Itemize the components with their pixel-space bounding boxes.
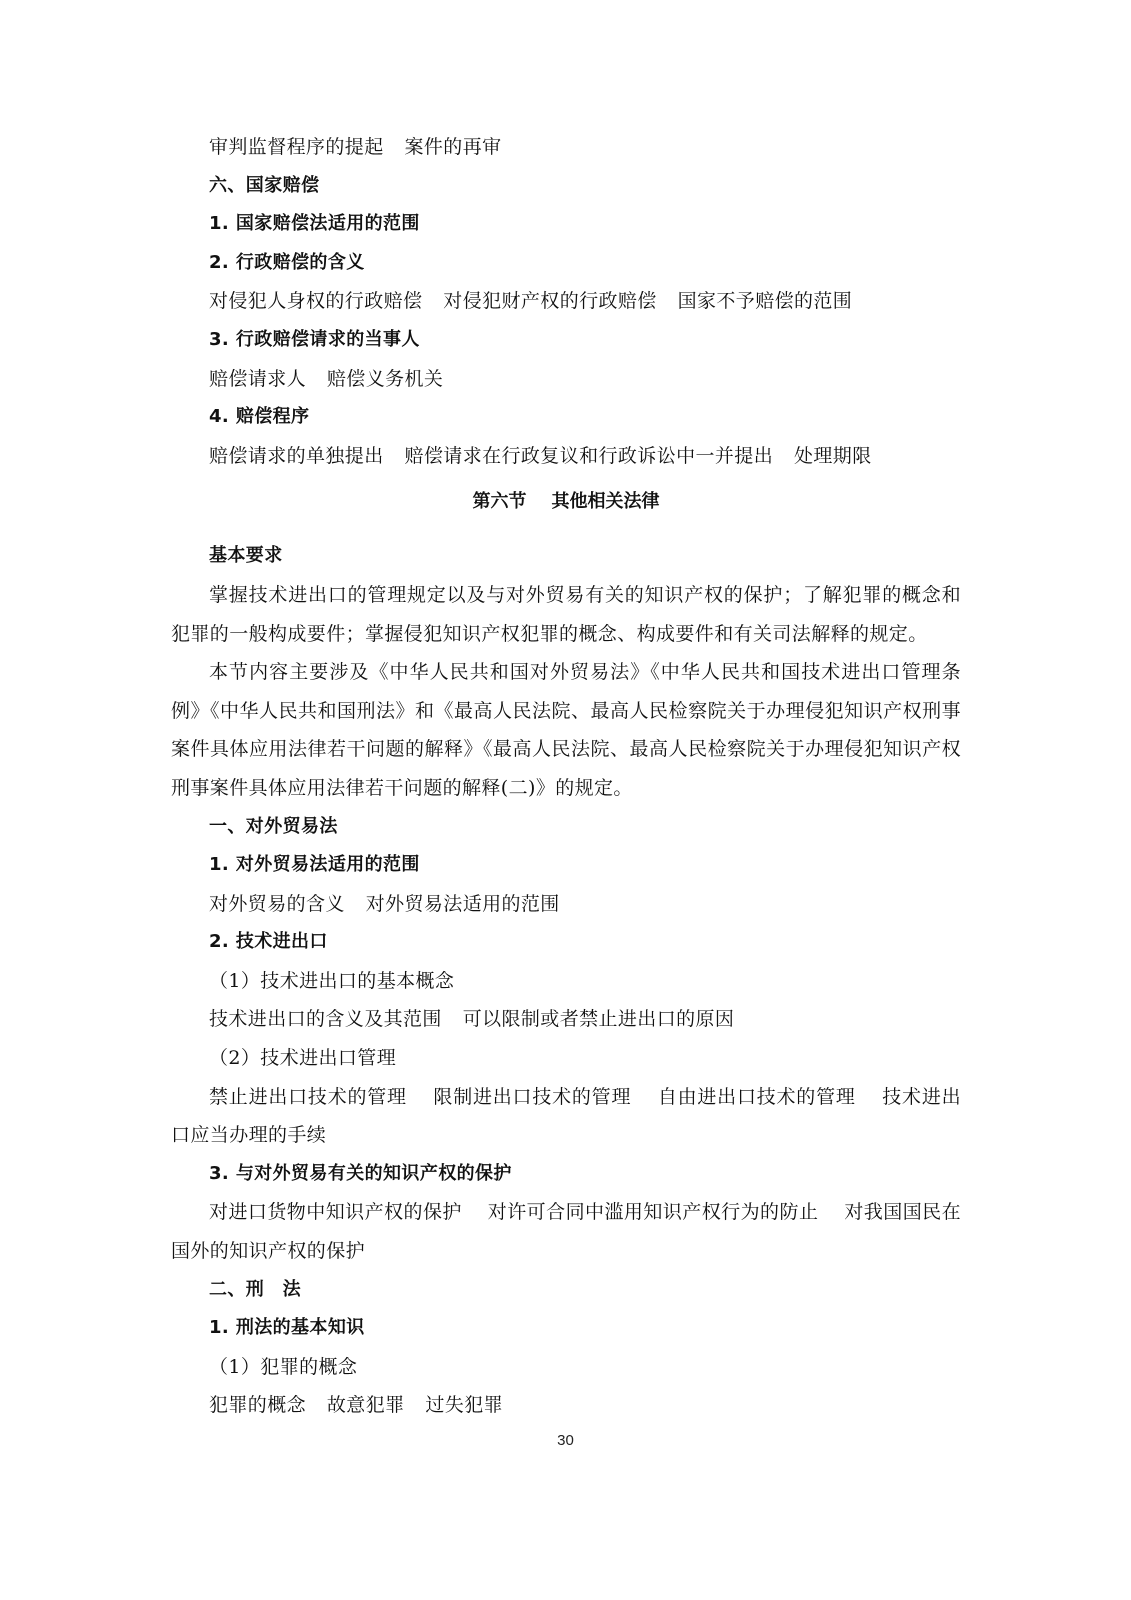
item-text: 处理期限 — [794, 444, 872, 467]
heading: 一、对外贸易法 — [209, 815, 338, 837]
heading: 1. 对外贸易法适用的范围 — [209, 854, 420, 876]
heading: 1. 国家赔偿法适用的范围 — [209, 213, 420, 235]
item-text: 赔偿请求的单独提出 — [209, 444, 384, 467]
item-text: 赔偿请求人 — [209, 367, 307, 390]
item-text: 国家不予赔偿的范围 — [677, 290, 853, 313]
page-content — [171, 128, 961, 1425]
heading: 2. 行政赔偿的含义 — [209, 251, 365, 273]
item-text: 对侵犯财产权的行政赔偿 — [443, 290, 657, 313]
subheading: （2）技术进出口管理 — [209, 1047, 397, 1070]
item-text: 对外贸易法适用的范围 — [365, 892, 560, 915]
item-text: 可以限制或者禁止进出口的原因 — [462, 1008, 735, 1031]
paragraph: 掌握技术进出口的管理规定以及与对外贸易有关的知识产权的保护；了解犯罪的概念和犯罪的一般构成要件；掌握侵犯知识产权犯罪的概念、构成要件和有关司法解释的规定。 — [171, 583, 961, 645]
item-text: 对外贸易的含义 — [209, 892, 345, 915]
heading: 2. 技术进出口 — [209, 931, 328, 953]
item-text: 赔偿义务机关 — [326, 367, 444, 390]
item-text: 故意犯罪 — [326, 1394, 405, 1417]
item-text: 对侵犯人身权的行政赔偿 — [209, 290, 423, 313]
heading: 1. 刑法的基本知识 — [209, 1317, 365, 1339]
heading: 二、刑 法 — [209, 1278, 301, 1300]
text-line — [171, 885, 961, 924]
heading: 4. 赔偿程序 — [209, 406, 310, 428]
paragraph: 本节内容主要涉及《中华人民共和国对外贸易法》《中华人民共和国技术进出口管理条例》《中华人民共和国刑法》和《最高人民法院、最高人民检察院关于办理侵犯知识产权刑事案件具体应用法律若干问题的解释》《最高人民法院、最高人民检察院关于办理侵犯知识产权刑事案件具体应用法律若干问题的解释(二)》的规定。 — [171, 661, 961, 799]
item-text: 犯罪的概念 — [209, 1394, 307, 1417]
heading: 六、国家赔偿 — [209, 174, 320, 196]
basic-requirements-label: 基本要求 — [209, 545, 283, 567]
wrapped-line: 禁止进出口技术的管理 限制进出口技术的管理 自由进出口技术的管理 技术进出口应当办理的手续 — [171, 1085, 961, 1147]
item-text: 过失犯罪 — [425, 1394, 504, 1417]
heading: 3. 与对外贸易有关的知识产权的保护 — [209, 1162, 512, 1184]
heading: 3. 行政赔偿请求的当事人 — [209, 328, 420, 350]
item-text: 赔偿请求在行政复议和行政诉讼中一并提出 — [404, 444, 774, 467]
subheading: （1）技术进出口的基本概念 — [209, 969, 455, 992]
text-line — [171, 360, 961, 399]
subheading: （1）犯罪的概念 — [209, 1355, 358, 1378]
wrapped-line: 对进口货物中知识产权的保护 对许可合同中滥用知识产权行为的防止 对我国国民在国外的知识产权的保护 — [171, 1201, 961, 1263]
text-line — [171, 282, 961, 321]
page-number: 30 — [557, 1432, 574, 1449]
section-title: 第六节 其他相关法律 — [472, 491, 660, 513]
item-text: 案件的再审 — [404, 136, 502, 158]
item-text: 审判监督程序的提起 — [209, 136, 384, 158]
text-line — [171, 1000, 961, 1039]
text-line — [171, 437, 961, 476]
text-line — [171, 1386, 961, 1425]
item-text: 技术进出口的含义及其范围 — [209, 1008, 442, 1031]
text-line — [171, 128, 961, 167]
